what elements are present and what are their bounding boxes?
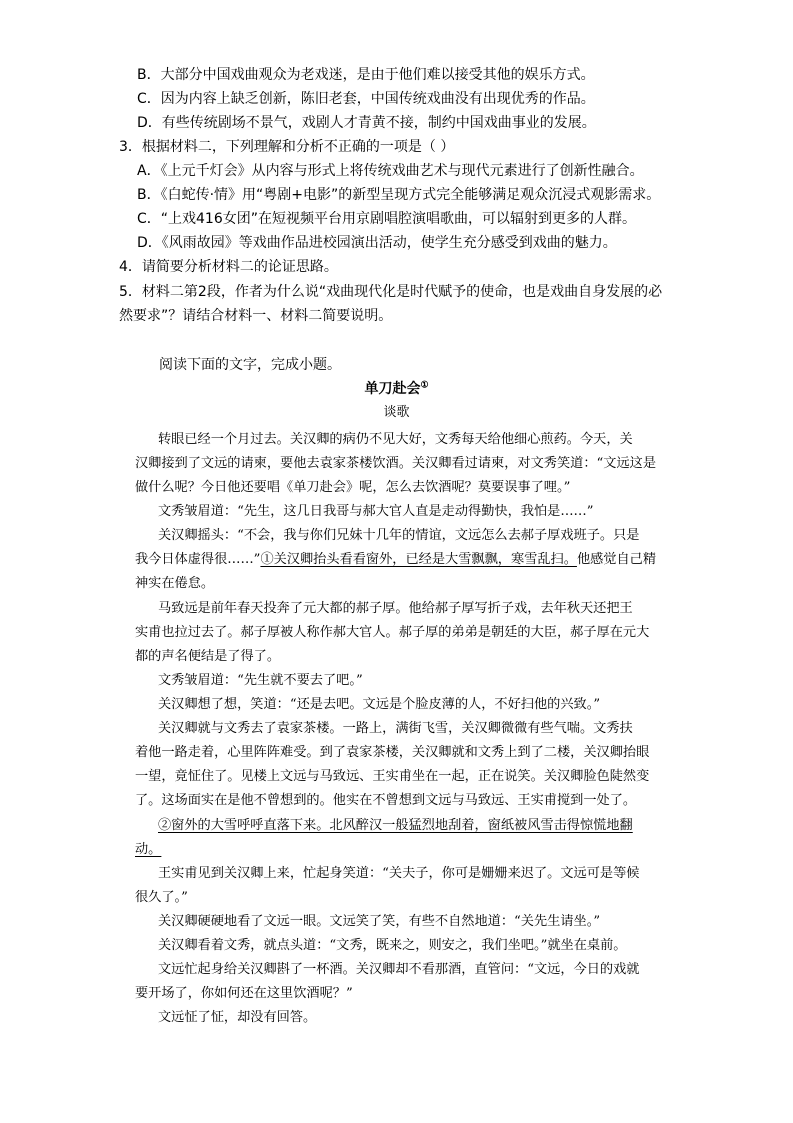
option-a-q3: A．《上元千灯会》从内容与形式上将传统戏曲艺术与现代元素进行了创新性融合。	[137, 163, 644, 179]
story-line: 神实在倦怠。	[135, 576, 215, 591]
question-5-stem-line2: 然要求”？请结合材料一、材料二简要说明。	[119, 308, 393, 324]
story-title: 单刀赴会①	[364, 380, 429, 397]
question-3-stem: 3．根据材料二，下列理解和分析不正确的一项是（ ）	[119, 139, 455, 155]
story-line: 转眼已经一个月过去。关汉卿的病仍不见大好，文秀每天给他细心煎药。今天，关	[158, 432, 633, 447]
story-line: 很久了。”	[135, 890, 188, 905]
question-4-stem: 4．请简要分析材料二的论证思路。	[119, 259, 338, 275]
underlined-sentence-1: ①关汉卿抬头看看窗外，已经是大雪飘飘，寒雪乱扫。	[260, 552, 577, 567]
story-line: 关汉卿摇头：“不会，我与你们兄妹十几年的情谊，文远怎么去郝子厚戏班子。只是	[158, 528, 640, 543]
story-line: 实甫也拉过去了。郝子厚被人称作郝大官人。郝子厚的弟弟是朝廷的大臣，郝子厚在元大	[135, 625, 650, 640]
option-b-q3: B．《白蛇传·情》用“粤剧+电影”的新型呈现方式完全能够满足观众沉浸式观影需求。	[137, 187, 661, 203]
story-line: 王实甫见到关汉卿上来，忙起身笑道：“关夫子，你可是姗姗来迟了。文远可是等候	[158, 866, 640, 881]
story-line: 关汉卿想了想，笑道：“还是去吧。文远是个脸皮薄的人，不好扫他的兴致。”	[158, 697, 601, 712]
option-c-q2: C．因为内容上缺乏创新，陈旧老套，中国传统戏曲没有出现优秀的作品。	[137, 91, 595, 107]
question-5-stem-line1: 5．材料二第2段，作者为什么说“戏曲现代化是时代赋予的使命，也是戏曲自身发展的必	[119, 284, 663, 300]
story-line: 着他一路走着，心里阵阵难受。到了袁家茶楼，关汉卿就和文秀上到了二楼，关汉卿抬眼	[135, 745, 650, 760]
story-line: 了。这场面实在是他不曾想到的。他实在不曾想到文远与马致远、王实甫搅到一处了。	[135, 793, 637, 808]
story-line: 文远怔了怔，却没有回答。	[158, 1010, 317, 1025]
option-d-q2: D．有些传统剧场不景气，戏剧人才青黄不接，制约中国戏曲事业的发展。	[137, 115, 596, 131]
story-line: 关汉卿就与文秀去了袁家茶楼。一路上，满街飞雪，关汉卿微微有些气喘。文秀扶	[158, 721, 633, 736]
story-line: 要开场了，你如何还在这里饮酒呢？”	[135, 986, 353, 1001]
story-line: 关汉卿硬硬地看了文远一眼。文远笑了笑，有些不自然地道：“关先生请坐。”	[158, 914, 601, 929]
underlined-sentence-2: ②窗外的大雪呼呼直落下来。北风醉汉一般猛烈地刮着，窗纸被风雪击得惊慌地翻	[158, 818, 633, 833]
story-line: 马致远是前年春天投奔了元大都的郝子厚。他给郝子厚写折子戏，去年秋天还把王	[158, 601, 633, 616]
story-line: 文远忙起身给关汉卿斟了一杯酒。关汉卿却不看那酒，直管问：“文远，今日的戏就	[158, 962, 640, 977]
story-line: 做什么呢？今日他还要唱《单刀赴会》呢，怎么去饮酒呢？莫要误事了哩。”	[135, 480, 571, 495]
story-line: 文秀皱眉道：“先生，这几日我哥与郝大官人直是走动得勤快，我怕是……”	[158, 504, 594, 519]
story-line: 文秀皱眉道：“先生就不要去了吧。”	[158, 673, 363, 688]
option-b-q2: B．大部分中国戏曲观众为老戏迷，是由于他们难以接受其他的娱乐方式。	[137, 67, 595, 83]
story-line: 我今日体虚得很……”①关汉卿抬头看看窗外，已经是大雪飘飘，寒雪乱扫。他感觉自己精	[135, 552, 657, 567]
option-d-q3: D．《风雨故园》等戏曲作品进校园演出活动，使学生充分感受到戏曲的魅力。	[137, 235, 617, 251]
story-line: 一望，竟怔住了。见楼上文远与马致远、王实甫坐在一起，正在说笑。关汉卿脸色陡然变	[135, 769, 650, 784]
story-line: 汉卿接到了文远的请柬，要他去袁家茶楼饮酒。关汉卿看过请柬，对文秀笑道：“文远这是	[135, 456, 657, 471]
story-author: 谈歌	[383, 405, 410, 420]
story-line: 关汉卿看着文秀，就点头道：“文秀，既来之，则安之，我们坐吧。”就坐在桌前。	[158, 938, 627, 953]
reading-instruction: 阅读下面的文字，完成小题。	[159, 357, 341, 373]
story-line: 都的声名便结是了得了。	[135, 649, 281, 664]
underlined-sentence-2-cont: 动。	[135, 842, 162, 857]
option-c-q3: C．“上戏416女团”在短视频平台用京剧唱腔演唱歌曲，可以辐射到更多的人群。	[137, 211, 637, 227]
